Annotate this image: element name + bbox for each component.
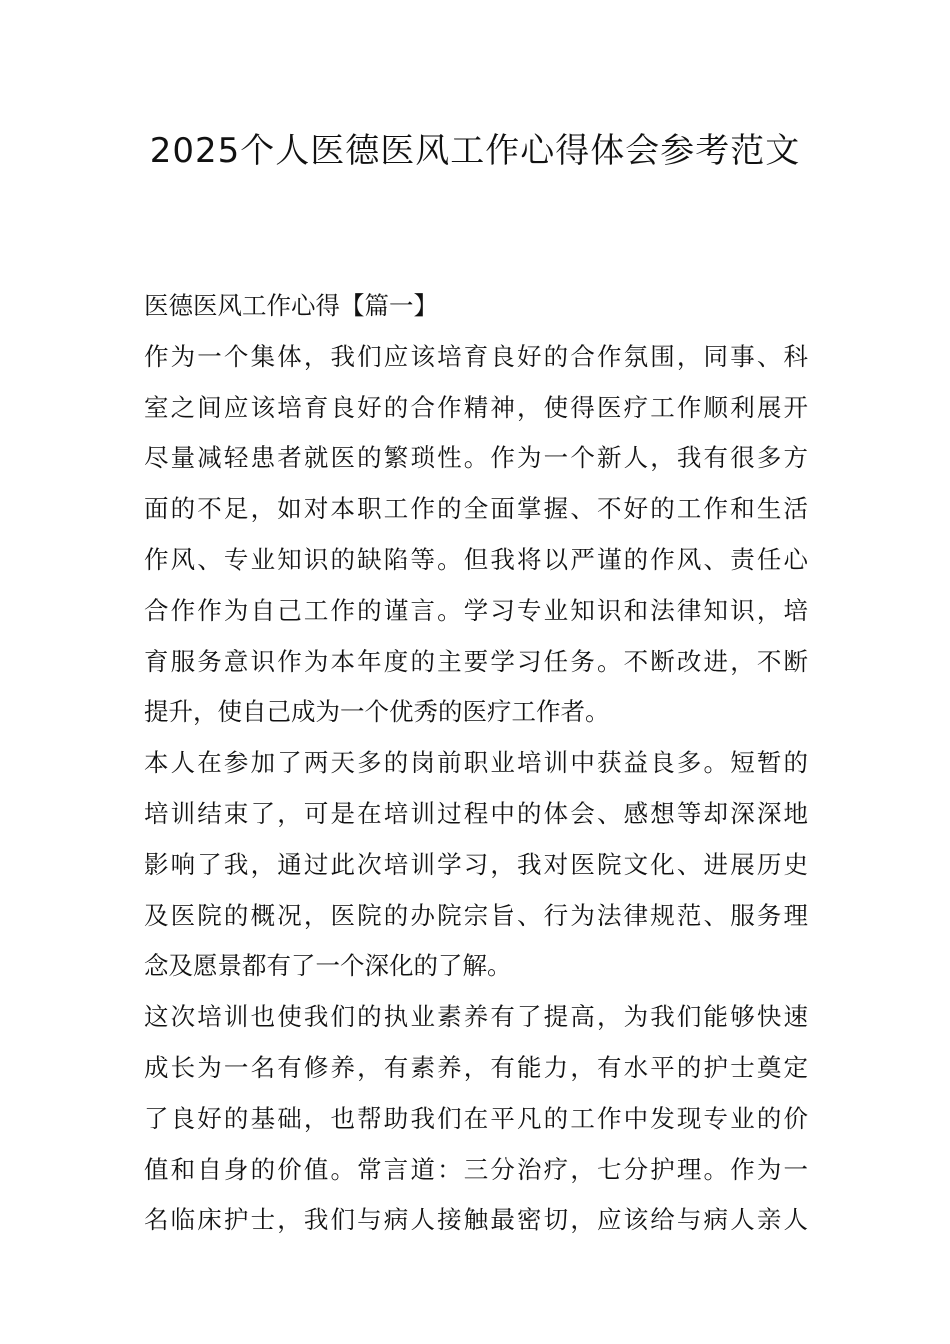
section-heading: 医德医风工作心得【篇一】: [144, 291, 438, 320]
text-line: 提升，使自己成为一个优秀的医疗工作者。: [144, 697, 610, 727]
text-line: 名临床护士，我们与病人接触最密切，应该给与病人亲人: [144, 1205, 808, 1235]
text-line: 育服务意识作为本年度的主要学习任务。不断改进，不断: [144, 646, 808, 676]
text-line: 成长为一名有修养，有素养，有能力，有水平的护士奠定: [144, 1052, 808, 1082]
text-line: 念及愿景都有了一个深化的了解。: [144, 951, 512, 981]
text-line: 值和自身的价值。常言道：三分治疗，七分护理。作为一: [144, 1154, 808, 1184]
text-line: 了良好的基础，也帮助我们在平凡的工作中发现专业的价: [144, 1103, 808, 1133]
text-line: 作为一个集体，我们应该培育良好的合作氛围，同事、科: [144, 341, 808, 371]
text-line: 合作作为自己工作的谨言。学习专业知识和法律知识，培: [144, 595, 808, 625]
text-line: 本人在参加了两天多的岗前职业培训中获益良多。短暂的: [144, 748, 808, 778]
text-line: 培训结束了，可是在培训过程中的体会、感想等却深深地: [144, 798, 808, 828]
text-line: 这次培训也使我们的执业素养有了提高，为我们能够快速: [144, 1002, 808, 1032]
document-title: 2025个人医德医风工作心得体会参考范文: [149, 131, 801, 171]
text-line: 影响了我，通过此次培训学习，我对医院文化、进展历史: [144, 849, 808, 879]
text-line: 作风、专业知识的缺陷等。但我将以严谨的作风、责任心: [144, 544, 808, 574]
text-line: 面的不足，如对本职工作的全面掌握、不好的工作和生活: [144, 494, 808, 524]
text-line: 室之间应该培育良好的合作精神，使得医疗工作顺利展开: [144, 392, 808, 422]
text-line: 及医院的概况，医院的办院宗旨、行为法律规范、服务理: [144, 900, 808, 930]
document-body: [144, 281, 808, 1246]
text-line: 尽量减轻患者就医的繁琐性。作为一个新人，我有很多方: [144, 443, 808, 473]
